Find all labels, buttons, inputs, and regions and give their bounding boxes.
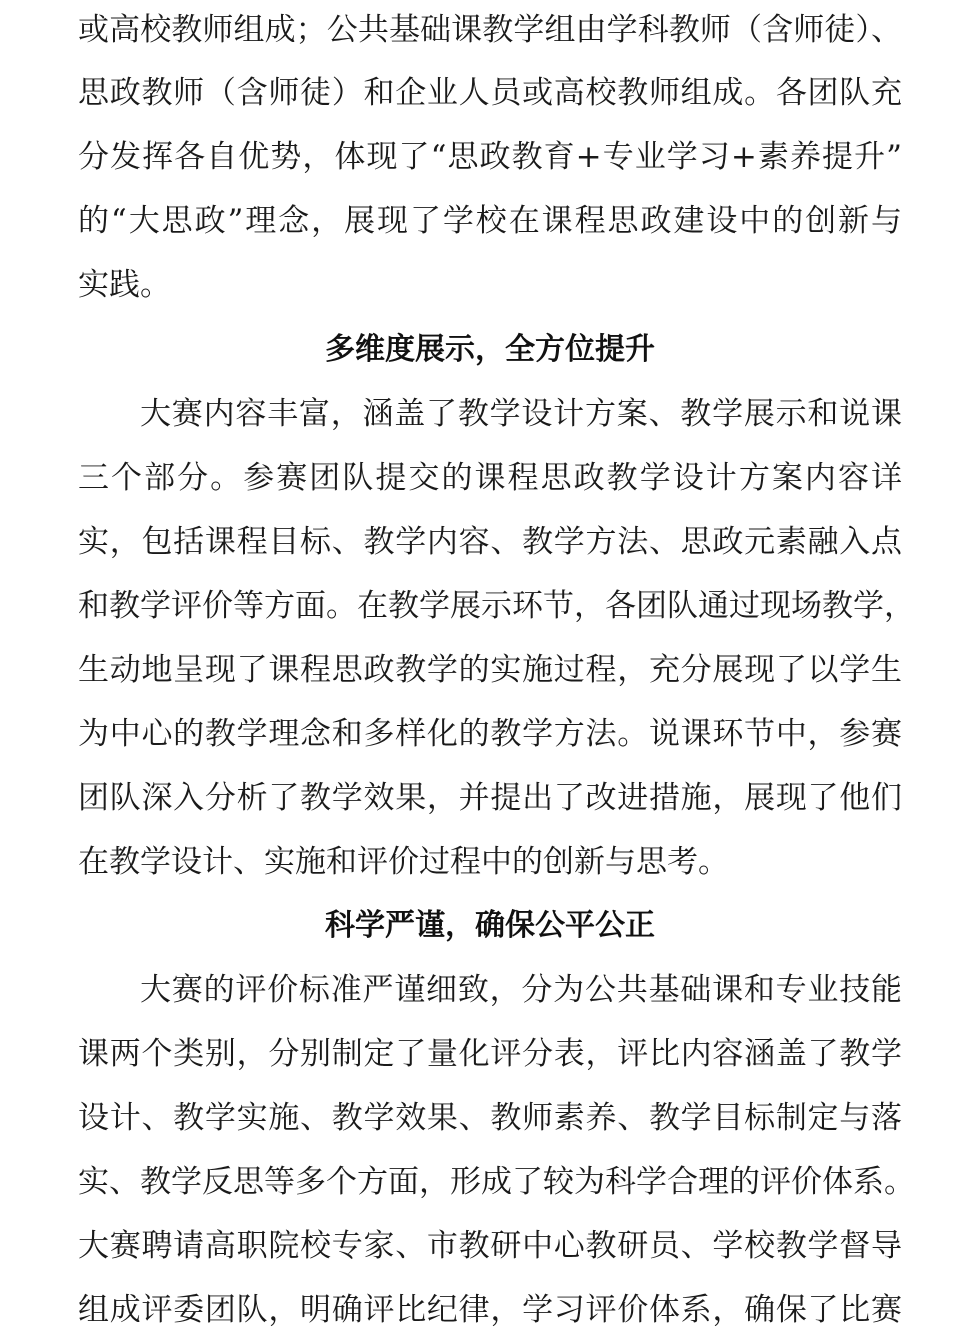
paragraph-2-line: 生动地呈现了课程思政教学的实施过程，充分展现了以学生 — [78, 652, 902, 688]
paragraph-3-line: 大赛的评价标准严谨细致，分为公共基础课和专业技能 — [140, 972, 902, 1008]
paragraph-3-line: 设计、教学实施、教学效果、教师素养、教学目标制定与落 — [78, 1100, 902, 1136]
paragraph-2-line: 在教学设计、实施和评价过程中的创新与思考。 — [78, 844, 729, 880]
paragraph-2-line: 团队深入分析了教学效果，并提出了改进措施，展现了他们 — [78, 780, 902, 816]
paragraph-1-line: 思政教师（含师徒）和企业人员或高校教师组成。各团队充 — [78, 75, 902, 111]
section-heading: 多维度展示，全方位提升 — [325, 332, 655, 367]
paragraph-1-line: 或高校教师组成；公共基础课教学组由学科教师（含师徒）、 — [78, 12, 902, 48]
paragraph-3-line: 实、教学反思等多个方面，形成了较为科学合理的评价体系。 — [78, 1164, 915, 1200]
paragraph-2-line: 大赛内容丰富，涵盖了教学设计方案、教学展示和说课 — [140, 396, 902, 432]
paragraph-3-line: 组成评委团队，明确评比纪律，学习评价体系，确保了比赛 — [78, 1292, 902, 1328]
paragraph-3-line: 课两个类别，分别制定了量化评分表，评比内容涵盖了教学 — [78, 1036, 902, 1072]
paragraph-1-line: 的“大思政”理念，展现了学校在课程思政建设中的创新与 — [78, 203, 902, 239]
paragraph-1-line: 实践。 — [78, 267, 171, 303]
paragraph-3-line: 大赛聘请高职院校专家、市教研中心教研员、学校教学督导 — [78, 1228, 902, 1264]
paragraph-2-line: 三个部分。参赛团队提交的课程思政教学设计方案内容详 — [78, 460, 902, 496]
paragraph-1-line: 分发挥各自优势，体现了“思政教育+专业学习+素养提升” — [78, 139, 902, 175]
paragraph-2-line: 为中心的教学理念和多样化的教学方法。说课环节中，参赛 — [78, 716, 902, 752]
paragraph-2-line: 和教学评价等方面。在教学展示环节，各团队通过现场教学， — [78, 588, 915, 624]
section-heading: 科学严谨，确保公平公正 — [325, 908, 655, 943]
paragraph-2-line: 实，包括课程目标、教学内容、教学方法、思政元素融入点 — [78, 524, 902, 560]
